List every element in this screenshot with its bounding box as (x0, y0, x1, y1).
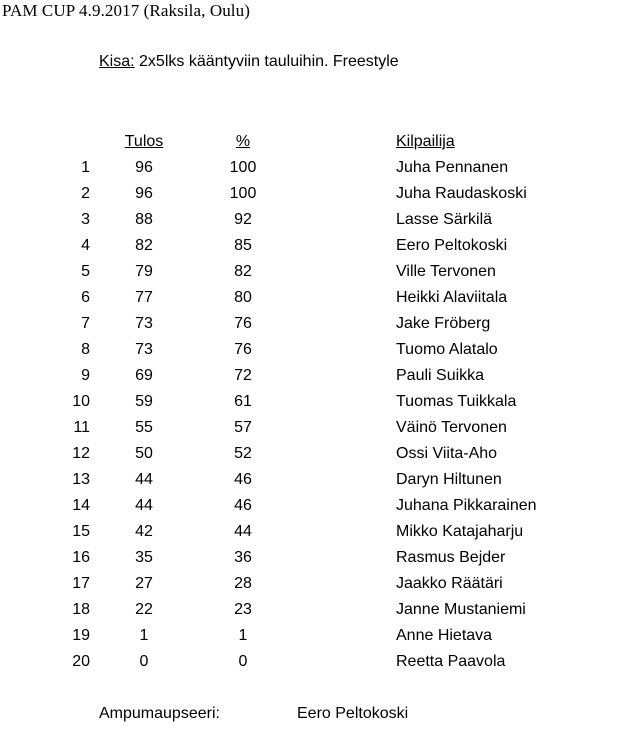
rank-cell: 5 (81, 263, 90, 280)
result-cell: 82 (135, 237, 153, 254)
competitor-cell: Heikki Alaviitala (396, 289, 508, 306)
rank-cell: 14 (72, 497, 90, 514)
result-cell: 55 (135, 419, 153, 436)
result-cell: 50 (135, 445, 153, 462)
competitor-cell: Anne Hietava (396, 627, 493, 644)
percent-cell: 76 (234, 341, 252, 358)
competitor-cell: Pauli Suikka (396, 367, 485, 384)
rank-cell: 3 (81, 211, 90, 228)
rank-cell: 6 (81, 289, 90, 306)
percent-cell: 46 (234, 471, 252, 488)
competitor-cell: Eero Peltokoski (396, 237, 508, 254)
rank-cell: 4 (81, 237, 90, 254)
result-cell: 73 (135, 341, 153, 358)
range-officer-label: Ampumaupseeri: (99, 705, 220, 722)
percent-cell: 52 (234, 445, 252, 462)
header-result: Tulos (124, 133, 164, 150)
percent-cell: 80 (234, 289, 252, 306)
percent-cell: 61 (234, 393, 252, 410)
percent-cell: 36 (234, 549, 252, 566)
competitor-cell: Ossi Viita-Aho (396, 445, 498, 462)
competitor-cell: Väinö Tervonen (396, 419, 507, 436)
percent-cell: 82 (234, 263, 252, 280)
rank-cell: 11 (73, 419, 90, 436)
rank-cell: 1 (81, 159, 90, 176)
competitor-cell: Juha Raudaskoski (396, 185, 527, 202)
percent-cell: 57 (234, 419, 252, 436)
competitor-cell: Reetta Paavola (396, 653, 506, 670)
result-cell: 27 (135, 575, 153, 592)
header-competitor: Kilpailija (396, 133, 455, 150)
range-officer-name: Eero Peltokoski (297, 705, 409, 722)
competitor-cell: Jake Fröberg (396, 315, 491, 332)
competitor-cell: Rasmus Bejder (396, 549, 506, 566)
competitor-cell: Tuomo Alatalo (396, 341, 498, 358)
result-cell: 44 (135, 471, 153, 488)
rank-cell: 7 (81, 315, 90, 332)
rank-cell: 17 (72, 575, 90, 592)
result-cell: 69 (135, 367, 153, 384)
percent-cell: 100 (229, 159, 257, 176)
rank-cell: 12 (72, 445, 90, 462)
competitor-cell: Daryn Hiltunen (396, 471, 502, 488)
competitor-cell: Janne Mustaniemi (396, 601, 526, 618)
result-cell: 96 (135, 159, 153, 176)
result-cell: 22 (135, 601, 153, 618)
percent-cell: 72 (234, 367, 252, 384)
rank-cell: 19 (72, 627, 90, 644)
rank-cell: 10 (72, 393, 90, 410)
rank-cell: 9 (81, 367, 90, 384)
result-cell: 42 (135, 523, 153, 540)
percent-cell: 100 (229, 185, 257, 202)
result-cell: 77 (135, 289, 153, 306)
competition-description (99, 53, 399, 71)
rank-cell: 16 (72, 549, 90, 566)
competitor-cell: Ville Tervonen (396, 263, 496, 280)
result-cell: 1 (139, 627, 149, 644)
percent-cell: 44 (234, 523, 252, 540)
competition-text: 2x5lks kääntyviin tauluihin. Freestyle (134, 53, 399, 70)
document-title: PAM CUP 4.9.2017 (Raksila, Oulu) (2, 1, 250, 20)
percent-cell: 1 (238, 627, 248, 644)
competition-label: Kisa: (99, 53, 135, 70)
rank-cell: 2 (81, 185, 90, 202)
percent-cell: 23 (234, 601, 252, 618)
competitor-cell: Mikko Katajaharju (396, 523, 524, 540)
percent-cell: 92 (234, 211, 252, 228)
rank-cell: 15 (72, 523, 90, 540)
result-cell: 96 (135, 185, 153, 202)
percent-cell: 0 (238, 653, 248, 670)
result-cell: 59 (135, 393, 153, 410)
rank-cell: 20 (72, 653, 90, 670)
competitor-cell: Jaakko Räätäri (396, 575, 503, 592)
percent-cell: 85 (234, 237, 252, 254)
competitor-cell: Juhana Pikkarainen (396, 497, 537, 514)
competitor-cell: Tuomas Tuikkala (396, 393, 517, 410)
rank-cell: 18 (72, 601, 90, 618)
competitor-cell: Juha Pennanen (396, 159, 509, 176)
result-cell: 44 (135, 497, 153, 514)
result-cell: 73 (135, 315, 153, 332)
result-cell: 35 (135, 549, 153, 566)
percent-cell: 76 (234, 315, 252, 332)
competitor-cell: Lasse Särkilä (396, 211, 493, 228)
header-percent: % (235, 133, 251, 150)
result-cell: 88 (135, 211, 153, 228)
rank-cell: 8 (81, 341, 90, 358)
rank-cell: 13 (72, 471, 90, 488)
percent-cell: 46 (234, 497, 252, 514)
result-cell: 0 (139, 653, 149, 670)
result-cell: 79 (135, 263, 153, 280)
percent-cell: 28 (234, 575, 252, 592)
